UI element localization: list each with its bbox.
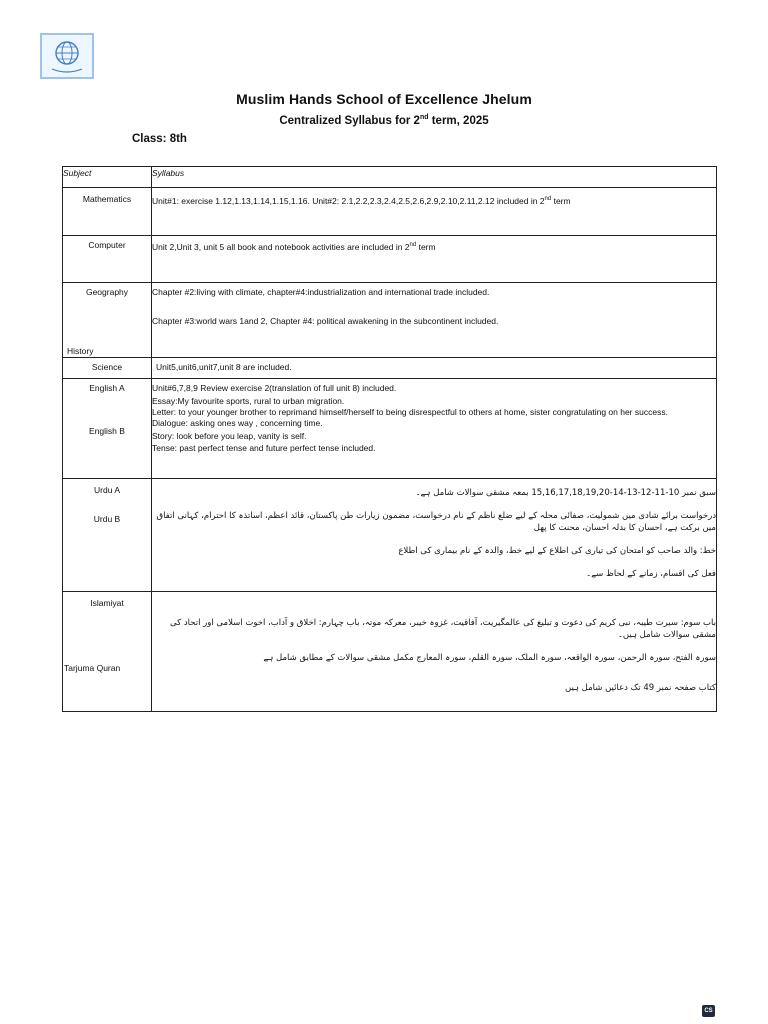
english-syllabus-line: Story: look before you leap, vanity is self. [152,430,307,441]
urdu-syllabus-line: فعل کی اقسام، زمانے کے لحاظ سے۔ [586,569,716,579]
english-syllabus-line: Letter: to your younger brother to reprimand himself/herself to being disrespectful to others at home, sister congratulating on her success. [152,407,668,417]
syllabus-islamiyat [152,592,717,712]
table-row-mathematics [63,188,717,236]
english-syllabus-line: Dialogue: asking ones way , concerning time. [152,418,323,428]
globe-logo-icon [42,35,92,77]
subject-english-b: English B [89,426,125,436]
syllabus-mathematics: Unit#1: exercise 1.12,1.13,1.14,1.15,1.16. Unit#2: 2.1,2.2,2.3,2.4,2.5,2.6,2.9,2.10,2.11,2.12 included in 2nd term [152,188,717,236]
english-syllabus-line: Unit#6,7,8,9 Review exercise 2(translation of full unit 8) included. [152,383,397,393]
urdu-syllabus-line: درخواست برائے شادی میں شمولیت، صفائی محلہ کے لیے ضلع ناظم کے نام درخواست، مضمون زیارات طن پاکستان، قائد اعظم، اساتذہ کا احترام، کہانی اتفاق میں برکت ہے، احسان کا بدلہ احسان، محنت کا پھل [156,511,716,533]
subject-computer: Computer [63,236,152,283]
syllabus-title: Centralized Syllabus for 2nd term, 2025 [279,114,489,127]
subject-column-header: Subject [63,167,152,188]
syllabus-urdu [152,479,717,592]
subject-urdu [63,479,152,592]
table-row-science [63,358,717,379]
subject-geography: Geography [85,287,129,297]
subject-mathematics: Mathematics [63,188,152,236]
table-row-english [63,379,717,479]
subject-english-a: English A [89,383,125,393]
subject-science: Science [63,358,152,379]
table-row-geography-history [63,283,717,358]
geography-syllabus-line: Chapter #2:living with climate, chapter#4:industrialization and international trade included. [152,287,490,297]
camscanner-badge: CS [702,1005,715,1017]
subject-urdu-b: Urdu B [93,514,121,524]
school-logo [40,33,94,79]
table-row-computer [63,236,717,283]
class-label: Class: 8th [132,133,187,145]
table-row-islamiyat [63,592,717,712]
subject-tarjuma-quran: Tarjuma Quran [64,663,121,673]
tarjuma-quran-syllabus-line: کتاب صفحہ نمبر 49 تک دعائیں شامل ہیں [564,683,716,693]
subject-islamiyat [63,592,152,712]
subject-urdu-a: Urdu A [94,485,120,495]
syllabus-geography-history [152,283,717,358]
table-header-row [63,167,717,188]
subject-geography-history [63,283,152,358]
table-row-urdu [63,479,717,592]
history-syllabus-line: Chapter #3:world wars 1and 2, Chapter #4: political awakening in the subcontinent included. [152,316,499,326]
syllabus-science: Unit5,unit6,unit7,unit 8 are included. [152,358,717,379]
syllabus-table [62,166,717,712]
syllabus-column-header: Syllabus [152,167,717,188]
subject-history: History [67,346,94,356]
islamiyat-syllabus-line: سورہ الفتح، سورہ الرحمن، سورہ الواقعہ، سورہ الملک، سورہ القلم، سورہ المعارج مکمل مشقی سوالات کے مطابق شامل ہے [263,653,716,663]
subject-english [63,379,152,479]
urdu-syllabus-line: خط: والد صاحب کو امتحان کی تیاری کی اطلاع کے لیے خط، والدہ کے نام بیماری کی اطلاع [398,546,716,556]
urdu-syllabus-line: سبق نمبر 10-11-12-13-14-15,16,17,18,19,20 بمعہ مشقی سوالات شامل ہے۔ [415,488,716,498]
islamiyat-syllabus-line: باب سوم: سیرت طیبہ، نبی کریم کی دعوت و تبلیغ کی عالمگیریت، آفاقیت، غزوہ خیبر، معرکہ موتہ، باب چہارم: اخلاق و آداب، اخوت اسلامی اور اتحاد کی مشقی سوالات شامل ہیں۔ [170,618,716,640]
english-syllabus-line: Essay:My favourite sports, rural to urban migration. [152,395,345,406]
syllabus-computer: Unit 2,Unit 3, unit 5 all book and notebook activities are included in 2nd term [152,236,717,283]
subject-islamiyat-label: Islamiyat [90,598,124,608]
english-syllabus-line: Tense: past perfect tense and future perfect tense included. [152,443,376,453]
syllabus-english [152,379,717,479]
school-name: Muslim Hands School of Excellence Jhelum [236,91,532,107]
